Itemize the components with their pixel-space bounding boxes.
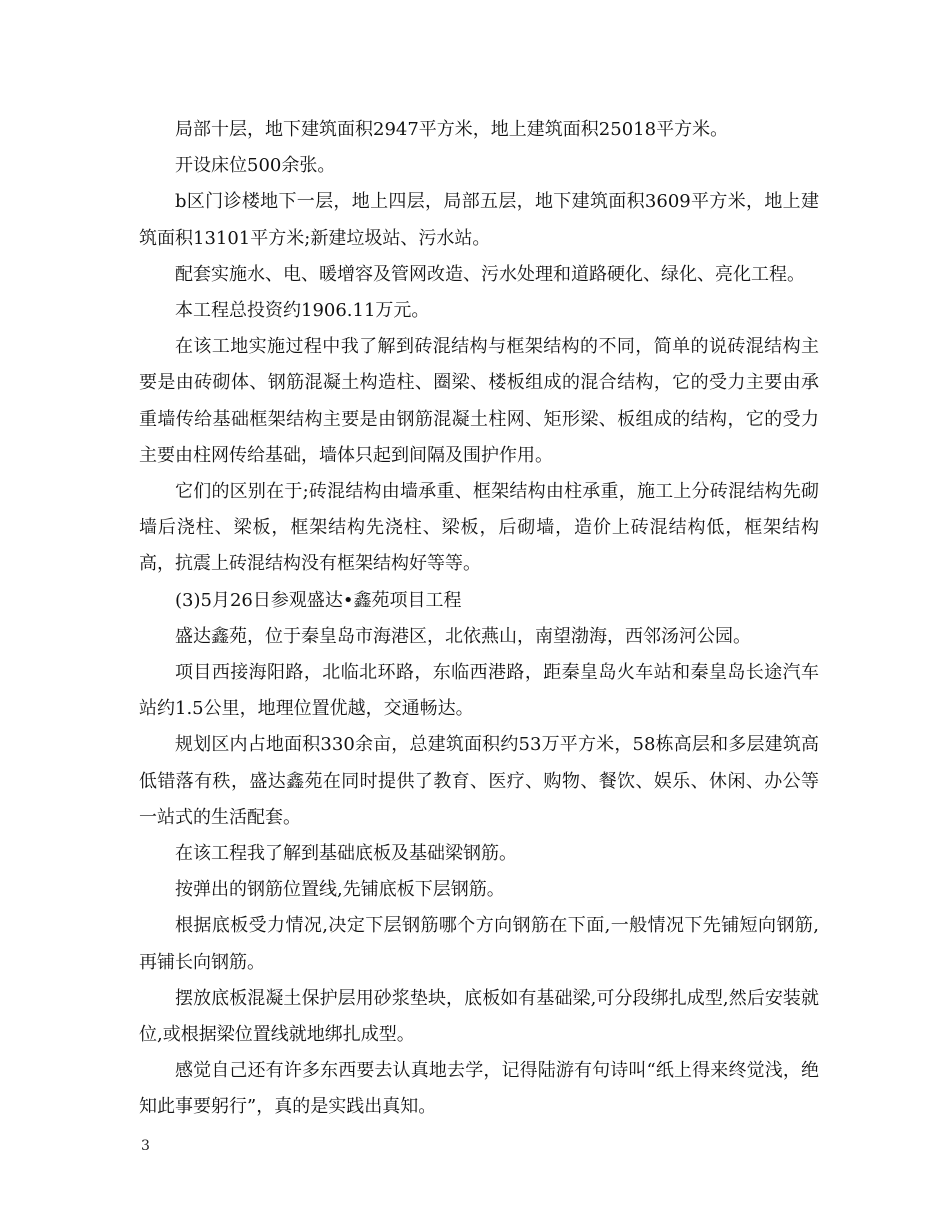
paragraph: 根据底板受力情况,决定下层钢筋哪个方向钢筋在下面,一般情况下先铺短向钢筋,再铺长向钢筋。 — [139, 915, 819, 973]
section-heading: (3)5月26日参观盛达•鑫苑项目工程 — [175, 589, 462, 611]
paragraph: 本工程总投资约1906.11万元。 — [175, 300, 430, 322]
paragraph: b区门诊楼地下一层，地上四层，局部五层，地下建筑面积3609平方米，地上建筑面积13101平方米;新建垃圾站、污水站。 — [139, 191, 819, 249]
paragraph: 在该工地实施过程中我了解到砖混结构与框架结构的不同，简单的说砖混结构主要是由砖砌体、钢筋混凝土构造柱、圈梁、楼板组成的混合结构，它的受力主要由承重墙传给基础框架结构主要是由钢筋混凝土柱网、矩形梁、板组成的结构，它的受力主要由柱网传给基础，墙体只起到间隔及围护作用。 — [139, 336, 819, 466]
page-number: 3 — [141, 1138, 150, 1154]
paragraph: 在该工程我了解到基础底板及基础梁钢筋。 — [175, 843, 517, 865]
paragraph: 感觉自己还有许多东西要去认真地去学，记得陆游有句诗叫“纸上得来终觉浅，绝知此事要躬行”，真的是实践出真知。 — [139, 1060, 819, 1118]
document-body — [139, 112, 819, 1126]
paragraph: 开设床位500余张。 — [175, 155, 336, 177]
paragraph: 按弹出的钢筋位置线,先铺底板下层钢筋。 — [175, 879, 505, 901]
paragraph: 配套实施水、电、暖增容及管网改造、污水处理和道路硬化、绿化、亮化工程。 — [175, 263, 805, 285]
paragraph: 项目西接海阳路，北临北环路，东临西港路，距秦皇岛火车站和秦皇岛长途汽车站约1.5公里，地理位置优越，交通畅达。 — [139, 662, 819, 720]
paragraph: 摆放底板混凝土保护层用砂浆垫块，底板如有基础梁,可分段绑扎成型,然后安装就位,或根据梁位置线就地绑扎成型。 — [139, 987, 819, 1046]
paragraph: 盛达鑫苑，位于秦皇岛市海港区，北依燕山，南望渤海，西邻汤河公园。 — [175, 625, 751, 647]
paragraph: 局部十层，地下建筑面积2947平方米，地上建筑面积25018平方米。 — [175, 119, 729, 140]
paragraph: 规划区内占地面积330余亩，总建筑面积约53万平方米，58栋高层和多层建筑高低错落有秩，盛达鑫苑在同时提供了教育、医疗、购物、餐饮、娱乐、休闲、办公等一站式的生活配套。 — [139, 734, 819, 828]
paragraph: 它们的区别在于;砖混结构由墙承重、框架结构由柱承重，施工上分砖混结构先砌墙后浇柱、梁板，框架结构先浇柱、梁板，后砌墙，造价上砖混结构低，框架结构高，抗震上砖混结构没有框架结构好等等。 — [139, 481, 819, 575]
